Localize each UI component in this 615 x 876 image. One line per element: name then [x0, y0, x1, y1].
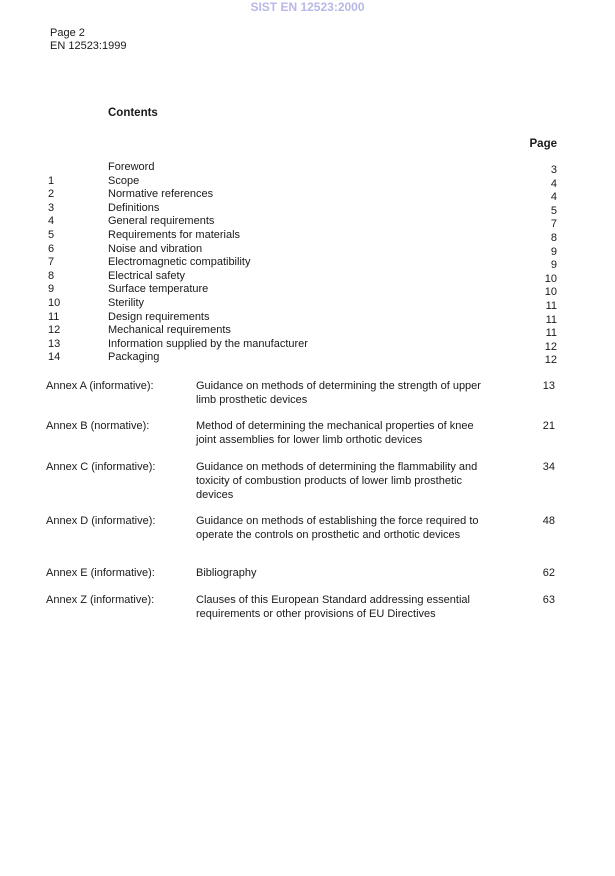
- section-number: 9: [48, 283, 55, 296]
- contents-title: Contents: [108, 107, 158, 119]
- annex-page: 34: [542, 461, 555, 473]
- toc-entry: [0, 351, 615, 365]
- annex-page: 21: [542, 420, 555, 432]
- section-number: 6: [48, 242, 55, 255]
- section-number: 12: [48, 324, 61, 337]
- toc-entry: [0, 283, 615, 297]
- annex-description: Method of determining the mechanical properties of knee joint assemblies for lower limb orthotic devices: [196, 420, 474, 446]
- section-number: 4: [48, 215, 55, 228]
- toc-entry: [0, 297, 615, 311]
- section-page: 8: [550, 232, 557, 244]
- section-title: Electromagnetic compatibility: [108, 256, 251, 269]
- toc-entry: [0, 243, 615, 257]
- watermark: SIST EN 12523:2000: [250, 0, 365, 14]
- toc-entry: [0, 175, 615, 189]
- section-page: 9: [550, 259, 557, 272]
- section-number: 11: [48, 310, 60, 323]
- annex-label: Annex C (informative):: [46, 461, 156, 473]
- section-title: Normative references: [108, 188, 214, 201]
- toc-entry: [0, 202, 615, 216]
- section-title: Definitions: [108, 201, 160, 214]
- section-number: 1: [48, 174, 55, 187]
- section-title: Surface temperature: [108, 283, 209, 296]
- section-title: Requirements for materials: [108, 229, 241, 241]
- section-title: Sterility: [108, 297, 145, 309]
- section-page: 7: [550, 218, 557, 231]
- annex-page: 48: [542, 515, 555, 527]
- section-title: General requirements: [108, 215, 215, 228]
- annex-description: Bibliography: [196, 567, 257, 579]
- annex-page: 13: [542, 380, 555, 392]
- toc-entry: [0, 324, 615, 338]
- section-number: 14: [48, 351, 61, 364]
- toc-entry: [0, 215, 615, 229]
- section-title: Noise and vibration: [108, 242, 203, 255]
- section-number: 8: [48, 269, 55, 282]
- annex-label: Annex D (informative):: [46, 515, 156, 527]
- section-page: 11: [545, 300, 557, 312]
- section-page: 11: [545, 313, 557, 326]
- section-page: 10: [544, 286, 557, 299]
- annex-description: Guidance on methods of determining the flammability and toxicity of combustion products of lower limb prosthetic devices: [196, 461, 478, 501]
- annex-page: 63: [542, 594, 555, 606]
- annex-label: Annex A (informative):: [46, 380, 154, 392]
- section-page: 3: [550, 164, 557, 176]
- section-page: 4: [550, 191, 557, 204]
- toc-entry: [0, 311, 615, 325]
- page-number: Page 2: [50, 27, 85, 39]
- toc-entry: [0, 256, 615, 270]
- page-column-label: Page: [529, 138, 557, 150]
- section-title: Packaging: [108, 351, 160, 364]
- annex-label: Annex Z (informative):: [46, 594, 155, 606]
- section-page: 12: [544, 354, 557, 367]
- annex-label: Annex B (normative):: [46, 420, 150, 432]
- toc-entry: [0, 338, 615, 352]
- section-number: 13: [48, 337, 61, 350]
- annex-label: Annex E (informative):: [46, 567, 155, 579]
- section-page: 5: [550, 204, 557, 217]
- section-title: Information supplied by the manufacturer: [108, 337, 308, 350]
- toc-entry: [0, 270, 615, 284]
- section-title: Design requirements: [108, 310, 210, 323]
- section-title: Mechanical requirements: [108, 324, 231, 337]
- section-number: 10: [48, 297, 61, 309]
- section-page: 10: [544, 272, 557, 285]
- section-page: 11: [545, 327, 557, 340]
- toc-entry: [0, 188, 615, 202]
- section-number: 7: [48, 256, 55, 269]
- section-number: 2: [48, 188, 55, 201]
- section-page: 9: [550, 245, 557, 258]
- section-page: 12: [544, 340, 557, 353]
- section-title: Foreword: [108, 161, 155, 173]
- annex-page: 62: [542, 567, 555, 579]
- section-title: Scope: [108, 174, 140, 187]
- toc-entry: [0, 229, 615, 243]
- section-page: 4: [550, 177, 557, 190]
- section-number: 5: [48, 229, 55, 241]
- standard-id: EN 12523:1999: [50, 40, 127, 52]
- toc-entry: [0, 161, 615, 175]
- section-title: Electrical safety: [108, 269, 186, 282]
- section-number: 3: [48, 201, 55, 214]
- annex-description: Clauses of this European Standard addressing essential requirements or other provisions of EU Directives: [196, 594, 470, 620]
- annex-description: Guidance on methods of establishing the force required to operate the controls on prosthetic and orthotic devices: [196, 515, 479, 541]
- annex-description: Guidance on methods of determining the strength of upper limb prosthetic devices: [196, 380, 481, 406]
